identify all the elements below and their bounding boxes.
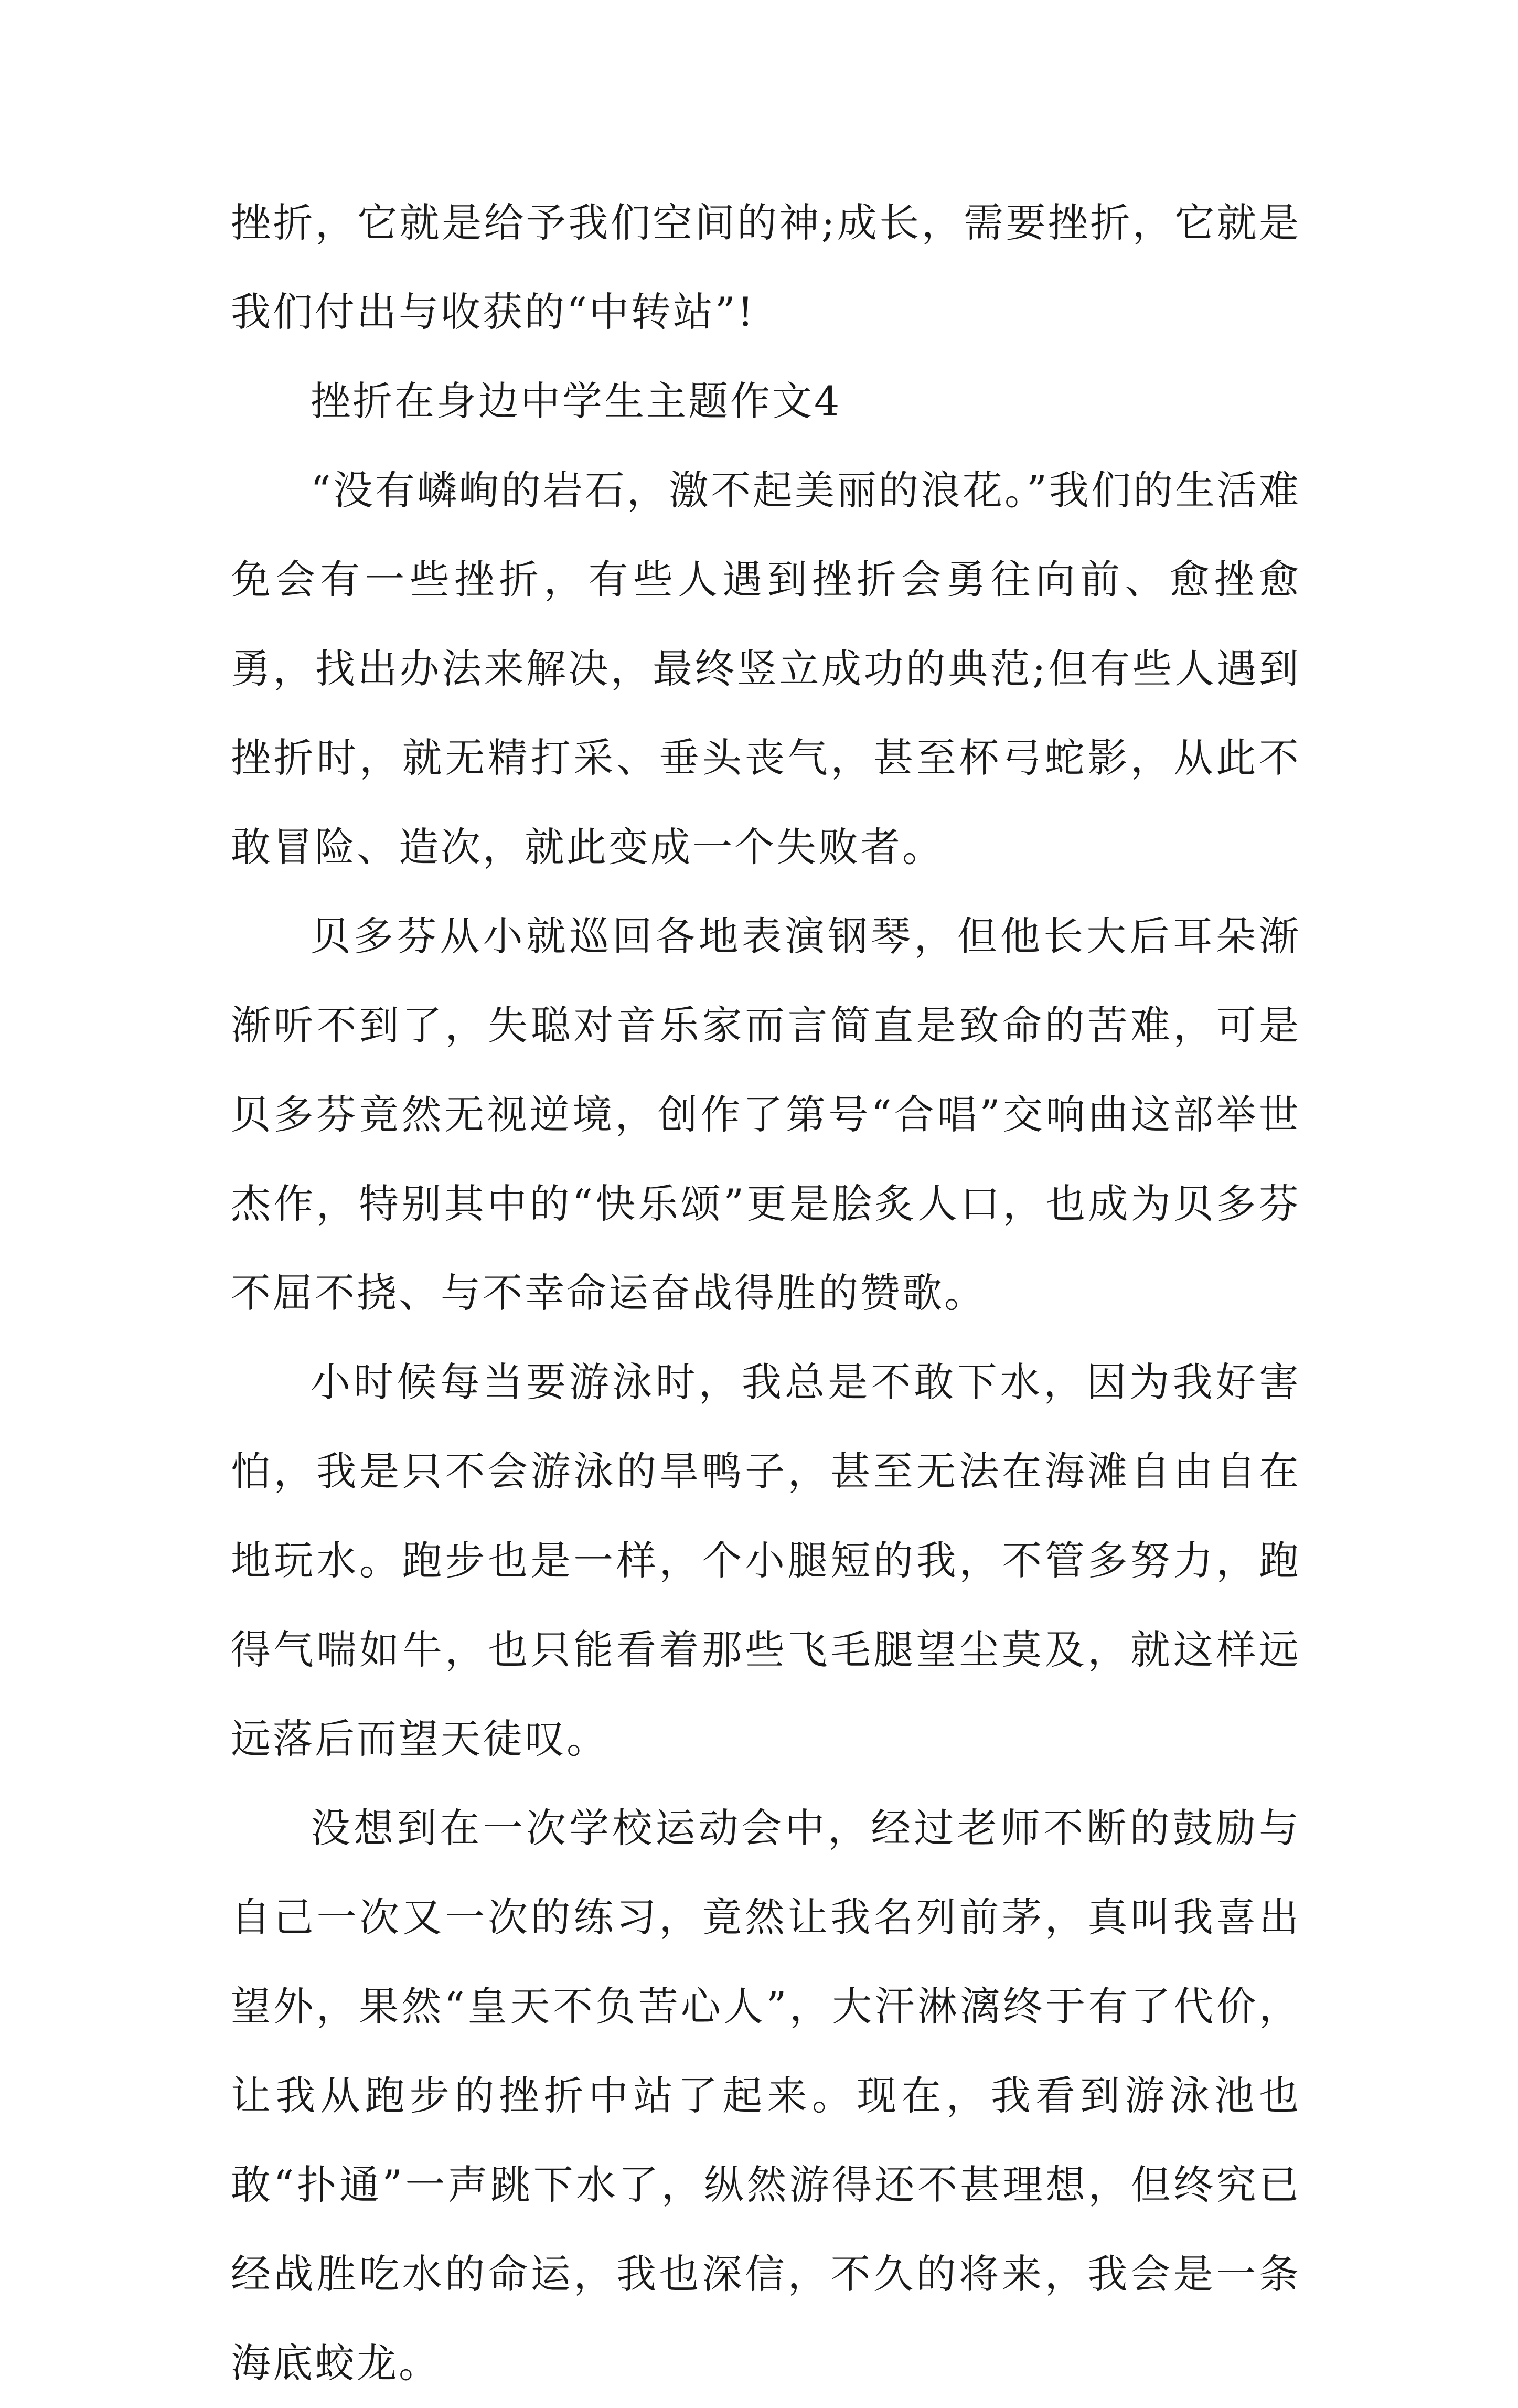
document-body [231, 178, 1301, 2408]
essay-title: 挫折在身边中学生主题作文4 [311, 378, 842, 424]
paragraph-childhood: 小时候每当要游泳时，我总是不敢下水，因为我好害怕，我是只不会游泳的旱鸭子，甚至无法在海滩自由自在地玩水。跑步也是一样，个小腿短的我，不管多努力，跑得气喘如牛，也只能看着那些飞毛腿望尘莫及，就这样远远落后而望天徒叹。 [231, 1359, 1301, 1762]
paragraph-continuation: 挫折，它就是给予我们空间的神;成长，需要挫折，它就是我们付出与收获的“中转站”! [231, 199, 1301, 335]
paragraph-sports-meet: 没想到在一次学校运动会中，经过老师不断的鼓励与自己一次又一次的练习，竟然让我名列前茅，真叫我喜出望外，果然“皇天不负苦心人”，大汗淋漓终于有了代价，让我从跑步的挫折中站了起来。现在，我看到游泳池也敢“扑通”一声跳下水了，纵然游得还不甚理想，但终究已经战胜吃水的命运，我也深信，不久的将来，我会是一条海底蛟龙。 [231, 1805, 1301, 2386]
paragraph-beethoven: 贝多芬从小就巡回各地表演钢琴，但他长大后耳朵渐渐听不到了，失聪对音乐家而言简直是致命的苦难，可是贝多芬竟然无视逆境，创作了第号“合唱”交响曲这部举世杰作，特别其中的“快乐颂”更是脍炙人口，也成为贝多芬不屈不挠、与不幸命运奋战得胜的赞歌。 [231, 913, 1301, 1316]
paragraph-intro: “没有嶙峋的岩石，激不起美丽的浪花。”我们的生活难免会有一些挫折，有些人遇到挫折会勇往向前、愈挫愈勇，找出办法来解决，最终竖立成功的典范;但有些人遇到挫折时，就无精打采、垂头丧气，甚至杯弓蛇影，从此不敢冒险、造次，就此变成一个失败者。 [231, 467, 1301, 870]
